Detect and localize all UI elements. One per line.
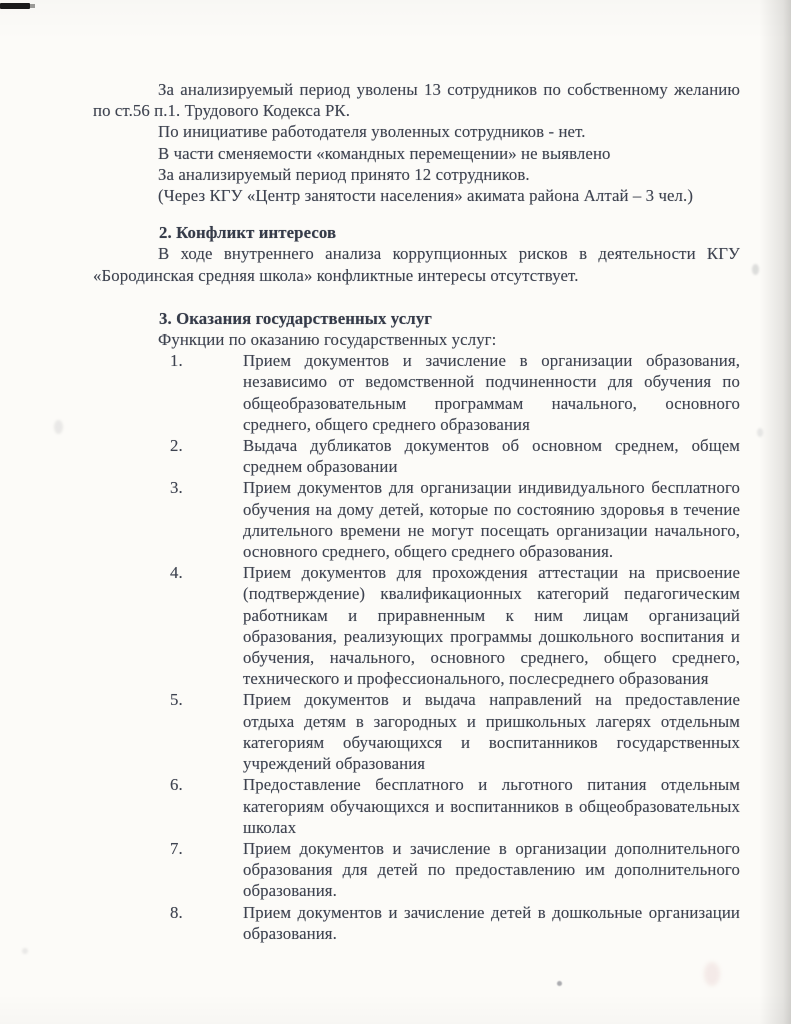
paragraph-employer-initiative: По инициативе работодателя уволенных сотрудников - нет. xyxy=(158,122,586,142)
document-content xyxy=(93,79,740,944)
paragraph-hired-staff: За анализируемый период принято 12 сотрудников. xyxy=(158,164,530,184)
section-heading-state-services: 3. Оказания государственных услуг xyxy=(159,308,433,328)
item-text: Прием документов для прохождения аттестации на присвоение (подтверждение) квалификационных категорий педагогическим работникам и приравненным к ним лицам организаций образования, реализующих программы дошкольного воспитания и обучения, начального, основного среднего, общего среднего, технического и профессионального, послесреднего образования xyxy=(243,563,740,689)
item-number: 3. xyxy=(170,478,183,498)
item-text: Прием документов и выдача направлений на предоставление отдыха детям в загородных и пришкольных лагерях отдельным категориям обучающихся и воспитанников государственных учреждений образования xyxy=(243,690,740,774)
item-text: Выдача дубликатов документов об основном среднем, общем среднем образовании xyxy=(243,436,740,477)
service-list-item xyxy=(93,562,740,689)
item-number: 8. xyxy=(170,902,183,922)
scan-artifact-dash xyxy=(0,3,30,9)
item-text: Прием документов и зачисление в организации дополнительного образования для детей по предоставлению им дополнительного образования. xyxy=(243,838,740,901)
item-text: Прием документов и зачисление детей в дошкольные организации образования. xyxy=(243,902,740,943)
service-list-item xyxy=(93,838,740,902)
paragraph-conflict-body: В ходе внутреннего анализа коррупционных рисков в деятельности КГУ «Бородинская средняя школа» конфликтные интересы отсутствует. xyxy=(93,244,740,285)
scan-speck xyxy=(557,981,562,986)
service-list-item xyxy=(93,477,740,562)
scan-speck xyxy=(54,420,63,434)
section-heading-conflict-of-interest: 2. Конфликт интересов xyxy=(159,223,337,243)
scan-speck xyxy=(757,428,763,437)
item-number: 4. xyxy=(170,563,183,583)
item-number: 6. xyxy=(170,775,183,795)
scan-speck xyxy=(704,962,720,986)
service-list-item xyxy=(93,774,740,838)
scan-speck xyxy=(22,948,28,954)
item-text: Прием документов и зачисление в организации образования, независимо от ведомственной подчиненности для обучения по общеобразовательным программам начального, основного среднего, общего среднего образования xyxy=(243,351,740,434)
paragraph-services-intro: Функции по оказанию государственных услуг: xyxy=(158,330,497,350)
paragraph-dismissed-staff: За анализируемый период уволены 13 сотрудников по собственному желанию по ст.56 п.1. Трудового Кодекса РК. xyxy=(93,80,740,121)
scan-speck xyxy=(752,264,759,275)
service-list-item xyxy=(93,350,740,435)
state-services-list xyxy=(93,350,740,944)
item-number: 7. xyxy=(170,838,183,858)
item-number: 5. xyxy=(170,690,183,710)
service-list-item xyxy=(93,435,740,477)
service-list-item xyxy=(93,689,740,774)
paragraph-employment-center: (Через КГУ «Центр занятости населения» акимата района Алтай – 3 чел.) xyxy=(158,186,694,206)
item-text: Предоставление бесплатного и льготного питания отдельным категориям обучающихся и воспитанников в общеобразовательных школах xyxy=(243,775,740,837)
item-number: 2. xyxy=(170,436,183,456)
paragraph-rotation: В части сменяемости «командных перемещении» не выявлено xyxy=(158,143,611,163)
item-text: Прием документов для организации индивидуального бесплатного обучения на дому детей, которые по состоянию здоровья в течение длительного времени не могут посещать организации начального, основного среднего, общего среднего образования. xyxy=(243,478,740,562)
item-number: 1. xyxy=(170,351,183,371)
service-list-item xyxy=(93,902,740,944)
